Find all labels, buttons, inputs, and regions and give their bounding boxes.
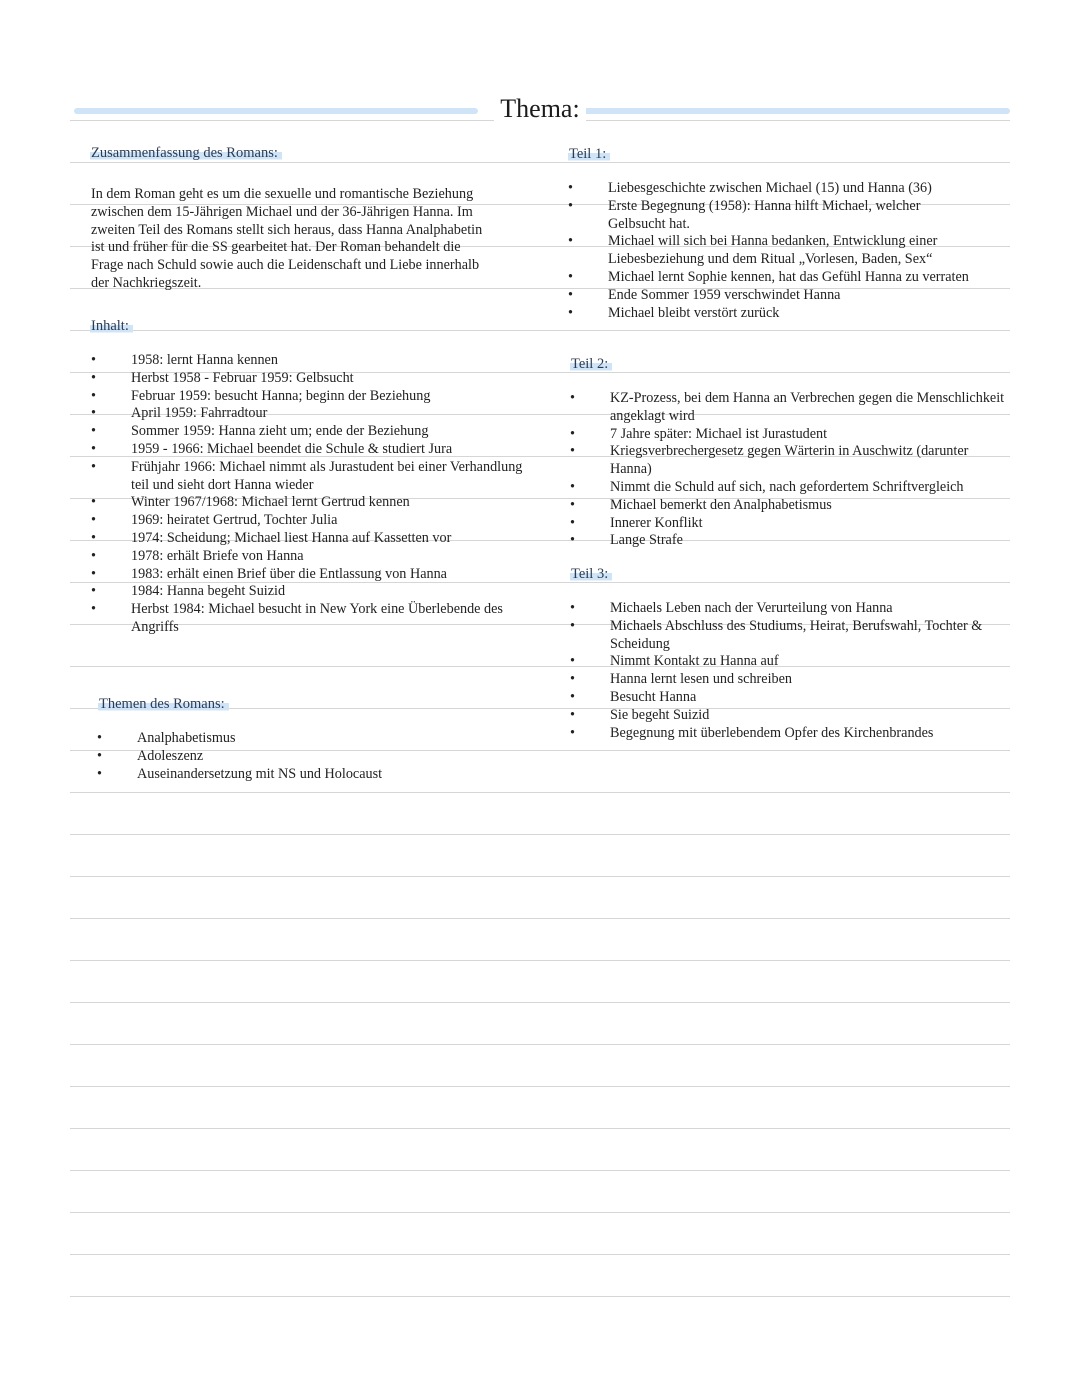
teil3-item-text: Besucht Hanna: [610, 688, 697, 705]
rule-line: [70, 1296, 1010, 1297]
teil2-item-text: Kriegsverbrechergesetz gegen Wärterin in Auschwitz (darunter Hanna): [610, 443, 969, 478]
teil2-list-item: [570, 532, 1010, 550]
bullet-icon: •: [570, 514, 575, 531]
rule-line: [70, 330, 1010, 331]
bullet-icon: •: [570, 724, 575, 741]
bullet-icon: •: [91, 369, 96, 386]
teil1-item-text: Ende Sommer 1959 verschwindet Hanna: [608, 286, 841, 303]
rule-line: [70, 876, 1010, 877]
bullet-icon: •: [570, 617, 575, 634]
teil3-item-text: Michaels Abschluss des Studiums, Heirat, Berufswahl, Tochter & Scheidung: [610, 617, 983, 652]
summary-text: In dem Roman geht es um die sexuelle und romantische Beziehung zwischen dem 15-Jährigen Michael und der 36-Jährigen Hanna. Im zweiten Teil des Romans stellt sich heraus, dass Hanna Analphabetin ist und früher für die SS gearbeitet hat. Der Roman behandelt die Frage nach Schuld sowie auch die Leidenschaft und Liebe innerhalb der Nachkriegszeit.: [91, 186, 483, 291]
bullet-icon: •: [570, 706, 575, 723]
inhalt-list-item: [91, 583, 531, 601]
teil1-list-item: [568, 198, 978, 234]
teil3-list: [570, 600, 1018, 742]
inhalt-list-item: [91, 530, 531, 548]
inhalt-list-item: [91, 388, 531, 406]
inhalt-list-item: [91, 494, 531, 512]
inhalt-item-text: Sommer 1959: Hanna zieht um; ende der Beziehung: [131, 423, 429, 440]
teil2-list-item: [570, 479, 1010, 497]
teil1-item-text: Erste Begegnung (1958): Hanna hilft Michael, welcher Gelbsucht hat.: [608, 197, 921, 232]
rule-line: [70, 918, 1010, 919]
rule-line: [70, 834, 1010, 835]
inhalt-list-item: [91, 405, 531, 423]
summary-heading: Zusammenfassung des Romans:: [90, 144, 282, 162]
bullet-icon: •: [91, 458, 96, 475]
teil3-list-item: [570, 600, 1018, 618]
themen-list-item: [97, 730, 517, 748]
bullet-icon: •: [570, 443, 575, 460]
rule-line: [70, 1044, 1010, 1045]
bullet-icon: •: [97, 747, 102, 764]
bullet-icon: •: [91, 601, 96, 618]
bullet-icon: •: [568, 304, 573, 321]
teil3-heading: Teil 3:: [570, 565, 612, 583]
bullet-icon: •: [570, 600, 575, 616]
inhalt-item-text: 1984: Hanna begeht Suizid: [131, 583, 286, 600]
bullet-icon: •: [570, 496, 575, 513]
bullet-icon: •: [97, 730, 102, 746]
inhalt-list-item: [91, 548, 531, 566]
bullet-icon: •: [570, 671, 575, 688]
inhalt-item-text: April 1959: Fahrradtour: [131, 405, 268, 422]
teil3-item-text: Nimmt Kontakt zu Hanna auf: [610, 653, 779, 670]
bullet-icon: •: [570, 390, 575, 406]
teil1-list-item: [568, 305, 978, 323]
inhalt-item-text: Herbst 1958 - Februar 1959: Gelbsucht: [131, 369, 354, 386]
inhalt-list-item: [91, 423, 531, 441]
bullet-icon: •: [568, 233, 573, 250]
rule-line: [70, 1212, 1010, 1213]
rule-line: [70, 1002, 1010, 1003]
bullet-icon: •: [568, 180, 573, 196]
teil3-list-item: [570, 725, 1018, 743]
teil1-list-item: [568, 180, 978, 198]
bullet-icon: •: [91, 529, 96, 546]
teil1-list-item: [568, 233, 978, 269]
rule-line: [70, 960, 1010, 961]
inhalt-list-item: [91, 370, 531, 388]
bullet-icon: •: [568, 197, 573, 214]
themen-heading: Themen des Romans:: [98, 695, 229, 713]
teil3-item-text: Hanna lernt lesen und schreiben: [610, 671, 793, 688]
teil2-list: [570, 390, 1010, 550]
teil1-item-text: Liebesgeschichte zwischen Michael (15) und Hanna (36): [608, 180, 932, 196]
teil2-item-text: KZ-Prozess, bei dem Hanna an Verbrechen gegen die Menschlichkeit angeklagt wird: [610, 390, 1005, 424]
teil1-list: [568, 180, 978, 322]
inhalt-item-text: Herbst 1984: Michael besucht in New York eine Überlebende des Angriffs: [131, 601, 503, 635]
page-title: Thema:: [0, 92, 1080, 126]
bullet-icon: •: [91, 423, 96, 440]
rule-line: [70, 1086, 1010, 1087]
inhalt-list-item: [91, 601, 531, 637]
teil3-list-item: [570, 653, 1018, 671]
bullet-icon: •: [91, 512, 96, 529]
teil2-list-item: [570, 426, 1010, 444]
bullet-icon: •: [91, 565, 96, 582]
inhalt-list: [91, 352, 531, 637]
inhalt-list-item: [91, 352, 531, 370]
teil2-list-item: [570, 515, 1010, 533]
teil2-list-item: [570, 497, 1010, 515]
rule-line: [70, 1254, 1010, 1255]
inhalt-list-item: [91, 512, 531, 530]
teil2-list-item: [570, 390, 1010, 426]
bullet-icon: •: [91, 440, 96, 457]
inhalt-item-text: Winter 1967/1968: Michael lernt Gertrud kennen: [131, 494, 410, 511]
teil3-list-item: [570, 618, 1018, 654]
bullet-icon: •: [91, 352, 96, 368]
inhalt-item-text: Frühjahr 1966: Michael nimmt als Jurastudent bei einer Verhandlung teil und sieht dort Hanna wieder: [131, 458, 523, 493]
inhalt-list-item: [91, 459, 531, 495]
rule-line: [70, 1128, 1010, 1129]
themen-list-item: [97, 766, 517, 784]
teil3-list-item: [570, 671, 1018, 689]
teil1-list-item: [568, 269, 978, 287]
themen-item-text: Adoleszenz: [137, 747, 204, 764]
teil2-item-text: Lange Strafe: [610, 532, 683, 549]
teil2-item-text: 7 Jahre später: Michael ist Jurastudent: [610, 425, 828, 442]
themen-item-text: Auseinandersetzung mit NS und Holocaust: [137, 765, 383, 782]
teil3-item-text: Michaels Leben nach der Verurteilung von Hanna: [610, 600, 893, 616]
teil2-item-text: Nimmt die Schuld auf sich, nach gefordertem Schriftvergleich: [610, 478, 964, 495]
teil1-item-text: Michael lernt Sophie kennen, hat das Gefühl Hanna zu verraten: [608, 268, 969, 285]
bullet-icon: •: [570, 688, 575, 705]
teil3-list-item: [570, 689, 1018, 707]
rule-line: [70, 792, 1010, 793]
teil3-item-text: Begegnung mit überlebendem Opfer des Kirchenbrandes: [610, 724, 934, 741]
rule-line: [70, 162, 1010, 163]
themen-list-item: [97, 748, 517, 766]
inhalt-list-item: [91, 566, 531, 584]
bullet-icon: •: [91, 405, 96, 422]
teil1-item-text: Michael bleibt verstört zurück: [608, 304, 780, 321]
inhalt-item-text: 1969: heiratet Gertrud, Tochter Julia: [131, 512, 338, 529]
bullet-icon: •: [570, 653, 575, 670]
bullet-icon: •: [91, 547, 96, 564]
bullet-icon: •: [570, 532, 575, 549]
themen-item-text: Analphabetismus: [137, 730, 236, 746]
inhalt-item-text: 1958: lernt Hanna kennen: [131, 352, 278, 368]
bullet-icon: •: [91, 494, 96, 511]
inhalt-item-text: Februar 1959: besucht Hanna; beginn der Beziehung: [131, 387, 431, 404]
inhalt-item-text: 1983: erhält einen Brief über die Entlassung von Hanna: [131, 565, 447, 582]
teil3-list-item: [570, 707, 1018, 725]
teil1-heading: Teil 1:: [568, 145, 610, 163]
inhalt-heading: Inhalt:: [90, 317, 133, 335]
bullet-icon: •: [97, 765, 102, 782]
teil2-item-text: Innerer Konflikt: [610, 514, 703, 531]
inhalt-item-text: 1959 - 1966: Michael beendet die Schule & studiert Jura: [131, 440, 453, 457]
teil2-heading: Teil 2:: [570, 355, 612, 373]
bullet-icon: •: [568, 268, 573, 285]
teil2-list-item: [570, 443, 1010, 479]
bullet-icon: •: [570, 425, 575, 442]
inhalt-list-item: [91, 441, 531, 459]
bullet-icon: •: [91, 583, 96, 600]
bullet-icon: •: [91, 387, 96, 404]
inhalt-item-text: 1974: Scheidung; Michael liest Hanna auf Kassetten vor: [131, 529, 452, 546]
rule-line: [70, 1170, 1010, 1171]
teil2-item-text: Michael bemerkt den Analphabetismus: [610, 496, 832, 513]
teil3-item-text: Sie begeht Suizid: [610, 706, 710, 723]
inhalt-item-text: 1978: erhält Briefe von Hanna: [131, 547, 304, 564]
themen-list: [97, 730, 517, 783]
teil1-list-item: [568, 287, 978, 305]
bullet-icon: •: [570, 478, 575, 495]
teil1-item-text: Michael will sich bei Hanna bedanken, Entwicklung einer Liebesbeziehung und dem Ritual „Vorlesen, Baden, Sex“: [608, 233, 938, 268]
bullet-icon: •: [568, 286, 573, 303]
